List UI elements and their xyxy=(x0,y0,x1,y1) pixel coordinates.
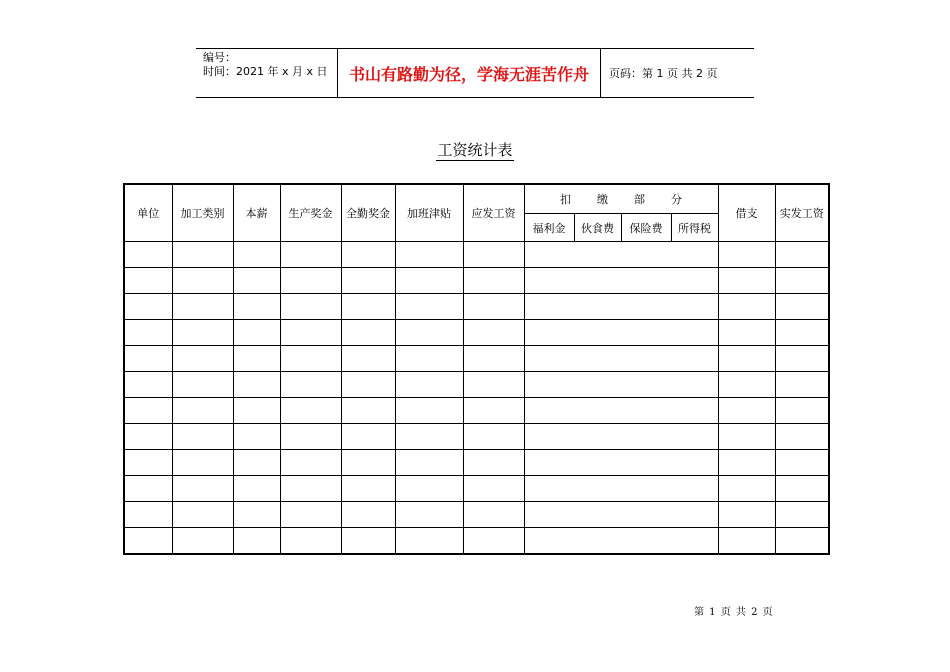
table-cell xyxy=(775,320,829,346)
table-cell xyxy=(280,294,341,320)
header-page-code: 页码：第 1 页 共 2 页 xyxy=(609,67,718,80)
date-label: 时间：2021 年 x 月 x 日 xyxy=(203,65,328,78)
table-cell xyxy=(524,294,718,320)
table-cell xyxy=(395,476,463,502)
table-cell xyxy=(280,476,341,502)
table-cell xyxy=(124,502,172,528)
page-footer: 第 1 页 共 2 页 xyxy=(694,607,773,618)
table-cell xyxy=(124,476,172,502)
table-cell xyxy=(524,372,718,398)
table-cell xyxy=(463,242,524,268)
column-header-advance: 借支 xyxy=(718,184,775,242)
table-cell xyxy=(718,294,775,320)
table-cell xyxy=(233,476,280,502)
table-row xyxy=(124,294,829,320)
table-cell xyxy=(524,398,718,424)
table-cell xyxy=(172,476,233,502)
table-cell xyxy=(233,268,280,294)
table-cell xyxy=(341,372,395,398)
table-cell xyxy=(395,346,463,372)
table-cell xyxy=(172,320,233,346)
table-cell xyxy=(463,320,524,346)
column-header-meals: 伙食费 xyxy=(574,214,621,242)
table-cell xyxy=(524,502,718,528)
table-cell xyxy=(341,294,395,320)
table-cell xyxy=(463,268,524,294)
table-cell xyxy=(280,424,341,450)
table-cell xyxy=(718,346,775,372)
table-row xyxy=(124,476,829,502)
table-cell xyxy=(718,398,775,424)
table-cell xyxy=(718,268,775,294)
table-cell xyxy=(718,372,775,398)
table-cell xyxy=(718,450,775,476)
table-cell xyxy=(280,320,341,346)
table-row xyxy=(124,346,829,372)
table-cell xyxy=(524,346,718,372)
table-cell xyxy=(395,320,463,346)
column-header-process-type: 加工类别 xyxy=(172,184,233,242)
table-cell xyxy=(395,268,463,294)
table-cell xyxy=(341,320,395,346)
column-header-welfare: 福利金 xyxy=(524,214,574,242)
column-header-insurance: 保险费 xyxy=(621,214,671,242)
serial-number-label: 编号： xyxy=(203,51,236,64)
table-cell xyxy=(775,398,829,424)
table-cell xyxy=(718,320,775,346)
table-cell xyxy=(172,424,233,450)
table-cell xyxy=(172,372,233,398)
table-cell xyxy=(775,476,829,502)
table-row xyxy=(124,502,829,528)
header-motto: 书山有路勤为径，学海无涯苦作舟 xyxy=(338,49,601,97)
salary-table xyxy=(123,183,830,555)
table-cell xyxy=(775,502,829,528)
table-cell xyxy=(775,528,829,555)
table-cell xyxy=(172,294,233,320)
table-cell xyxy=(172,242,233,268)
table-cell xyxy=(463,398,524,424)
table-cell xyxy=(341,450,395,476)
table-cell xyxy=(395,372,463,398)
table-cell xyxy=(233,502,280,528)
table-row xyxy=(124,398,829,424)
table-cell xyxy=(172,268,233,294)
table-cell xyxy=(233,398,280,424)
table-row xyxy=(124,450,829,476)
table-cell xyxy=(124,268,172,294)
column-header-attendance-bonus: 全勤奖金 xyxy=(341,184,395,242)
table-cell xyxy=(280,346,341,372)
table-row xyxy=(124,268,829,294)
table-cell xyxy=(775,346,829,372)
table-cell xyxy=(172,450,233,476)
column-header-unit: 单位 xyxy=(124,184,172,242)
table-cell xyxy=(280,242,341,268)
table-cell xyxy=(172,502,233,528)
table-cell xyxy=(718,242,775,268)
table-cell xyxy=(463,424,524,450)
table-cell xyxy=(395,242,463,268)
table-row xyxy=(124,320,829,346)
table-cell xyxy=(463,528,524,555)
header-meta xyxy=(196,49,338,97)
table-cell xyxy=(718,476,775,502)
table-cell xyxy=(775,294,829,320)
table-cell xyxy=(463,502,524,528)
table-cell xyxy=(718,424,775,450)
table-cell xyxy=(124,528,172,555)
table-cell xyxy=(280,268,341,294)
table-cell xyxy=(395,424,463,450)
table-cell xyxy=(233,372,280,398)
table-cell xyxy=(172,398,233,424)
table-cell xyxy=(524,450,718,476)
table-cell xyxy=(775,242,829,268)
table-cell xyxy=(124,242,172,268)
table-cell xyxy=(524,424,718,450)
page-title xyxy=(0,139,950,160)
table-cell xyxy=(233,450,280,476)
table-cell xyxy=(775,424,829,450)
table-cell xyxy=(524,268,718,294)
table-cell xyxy=(395,398,463,424)
table-cell xyxy=(233,346,280,372)
table-cell xyxy=(524,320,718,346)
table-cell xyxy=(341,268,395,294)
column-header-gross-pay: 应发工资 xyxy=(463,184,524,242)
table-cell xyxy=(718,502,775,528)
column-header-net-pay: 实发工资 xyxy=(775,184,829,242)
table-cell xyxy=(395,502,463,528)
column-header-base-salary: 本薪 xyxy=(233,184,280,242)
table-cell xyxy=(172,528,233,555)
table-cell xyxy=(463,294,524,320)
table-row xyxy=(124,528,829,555)
table-cell xyxy=(463,476,524,502)
table-cell xyxy=(341,424,395,450)
table-row xyxy=(124,372,829,398)
table-cell xyxy=(341,242,395,268)
table-cell xyxy=(524,242,718,268)
table-cell xyxy=(124,398,172,424)
table-cell xyxy=(124,372,172,398)
table-cell xyxy=(718,528,775,555)
column-header-overtime-allowance: 加班津贴 xyxy=(395,184,463,242)
table-cell xyxy=(124,346,172,372)
table-cell xyxy=(341,476,395,502)
table-header-row xyxy=(124,184,829,214)
table-cell xyxy=(172,346,233,372)
table-cell xyxy=(463,346,524,372)
table-cell xyxy=(395,294,463,320)
table-cell xyxy=(775,268,829,294)
table-cell xyxy=(463,372,524,398)
title-text: 工资统计表 xyxy=(437,141,513,159)
document-header xyxy=(196,48,754,98)
table-cell xyxy=(463,450,524,476)
table-cell xyxy=(341,502,395,528)
column-group-deductions xyxy=(524,184,718,214)
table-cell xyxy=(524,476,718,502)
table-cell xyxy=(395,528,463,555)
column-header-income-tax: 所得税 xyxy=(671,214,718,242)
table-row xyxy=(124,424,829,450)
table-cell xyxy=(341,528,395,555)
column-header-production-bonus: 生产奖金 xyxy=(280,184,341,242)
deductions-group-label: 扣缴部分 xyxy=(560,193,708,206)
table-cell xyxy=(775,450,829,476)
table-cell xyxy=(233,294,280,320)
table-cell xyxy=(395,450,463,476)
table-cell xyxy=(233,424,280,450)
table-cell xyxy=(280,372,341,398)
table-cell xyxy=(280,502,341,528)
table-cell xyxy=(233,528,280,555)
table-cell xyxy=(775,372,829,398)
table-cell xyxy=(280,398,341,424)
table-cell xyxy=(124,424,172,450)
table-cell xyxy=(233,320,280,346)
table-cell xyxy=(124,450,172,476)
table-cell xyxy=(124,320,172,346)
table-cell xyxy=(280,528,341,555)
table-cell xyxy=(233,242,280,268)
table-cell xyxy=(280,450,341,476)
table-row xyxy=(124,242,829,268)
table-cell xyxy=(524,528,718,555)
table-cell xyxy=(341,398,395,424)
table-cell xyxy=(124,294,172,320)
table-cell xyxy=(341,346,395,372)
